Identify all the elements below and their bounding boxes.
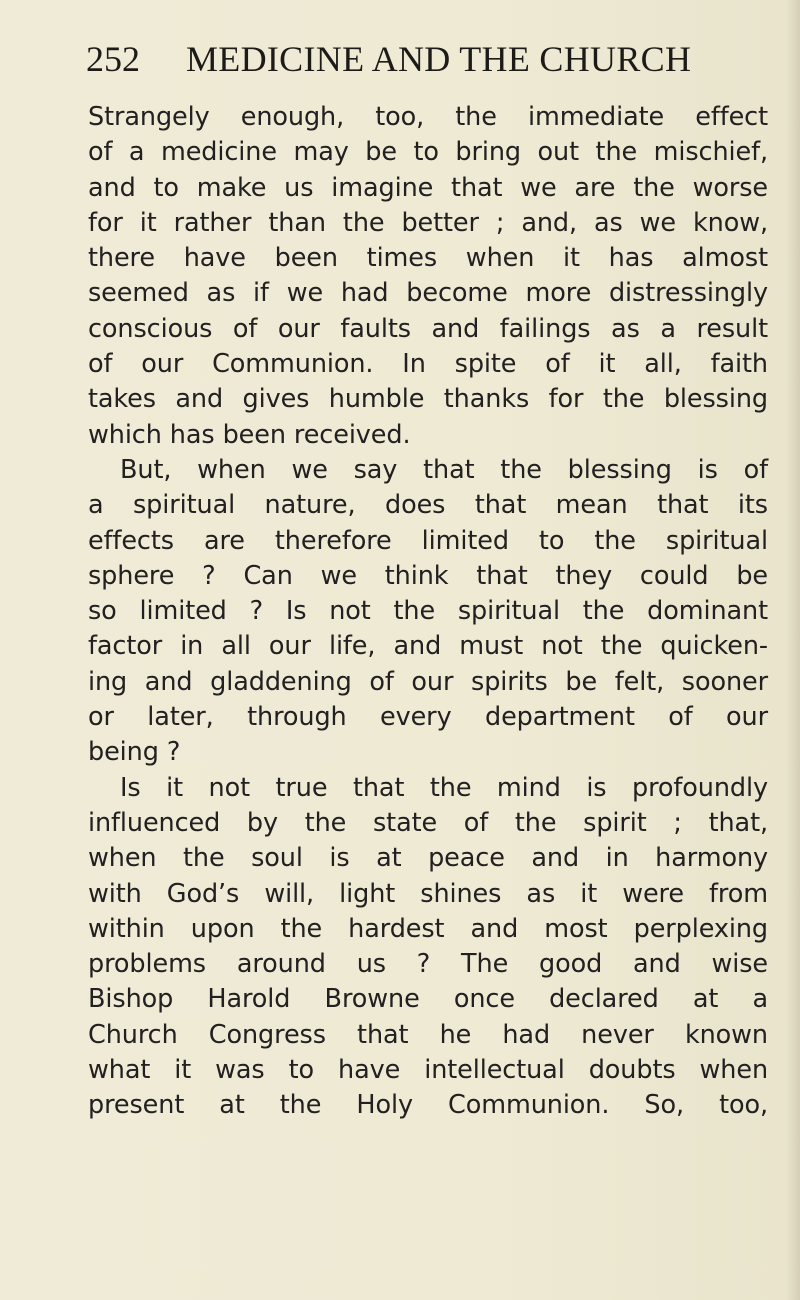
text-line: conscious of our faults and failings as a result [88, 313, 768, 344]
text-line: factor in all our life, and must not the quicken- [88, 631, 768, 662]
text-line: when the soul is at peace and in harmony [88, 843, 768, 874]
text-line: so limited ? Is not the spiritual the dominant [88, 596, 768, 627]
page-number: 252 [86, 39, 140, 79]
text-line: effects are therefore limited to the spiritual [88, 525, 768, 556]
text-line: Strangely enough, too, the immediate effect [88, 102, 768, 132]
text-line: present at the Holy Communion. So, too, [88, 1090, 768, 1121]
text-line: Bishop Harold Browne once declared at a [88, 984, 768, 1015]
text-line: But, when we say that the blessing is of [120, 454, 768, 485]
text-line: what it was to have intellectual doubts when [88, 1055, 768, 1086]
text-line: influenced by the state of the spirit ; that, [88, 807, 768, 838]
page-header [86, 38, 726, 86]
text-line: of our Communion. In spite of it all, faith [88, 349, 768, 380]
text-line: with God’s will, light shines as it were from [88, 878, 768, 909]
text-line: and to make us imagine that we are the worse [88, 172, 768, 203]
page-edge-shadow [786, 0, 800, 1300]
text-line: Church Congress that he had never known [88, 1019, 768, 1050]
text-line: which has been received. [88, 419, 411, 450]
text-line: being ? [88, 737, 181, 768]
text-line: of a medicine may be to bring out the mischief, [88, 137, 768, 168]
text-line: or later, through every department of our [88, 702, 768, 733]
running-title: MEDICINE AND THE CHURCH [186, 39, 692, 79]
text-line: Is it not true that the mind is profoundly [120, 772, 768, 803]
text-line: a spiritual nature, does that mean that its [88, 490, 768, 521]
text-line: for it rather than the better ; and, as we know, [88, 207, 768, 238]
text-line: seemed as if we had become more distressingly [88, 278, 768, 309]
text-line: problems around us ? The good and wise [88, 949, 768, 980]
text-line: within upon the hardest and most perplexing [88, 913, 768, 944]
text-line: sphere ? Can we think that they could be [88, 560, 768, 591]
text-line: there have been times when it has almost [88, 243, 768, 274]
body-text [88, 100, 768, 1124]
text-line: ing and gladdening of our spirits be felt, sooner [88, 666, 768, 697]
text-line: takes and gives humble thanks for the blessing [88, 384, 768, 415]
